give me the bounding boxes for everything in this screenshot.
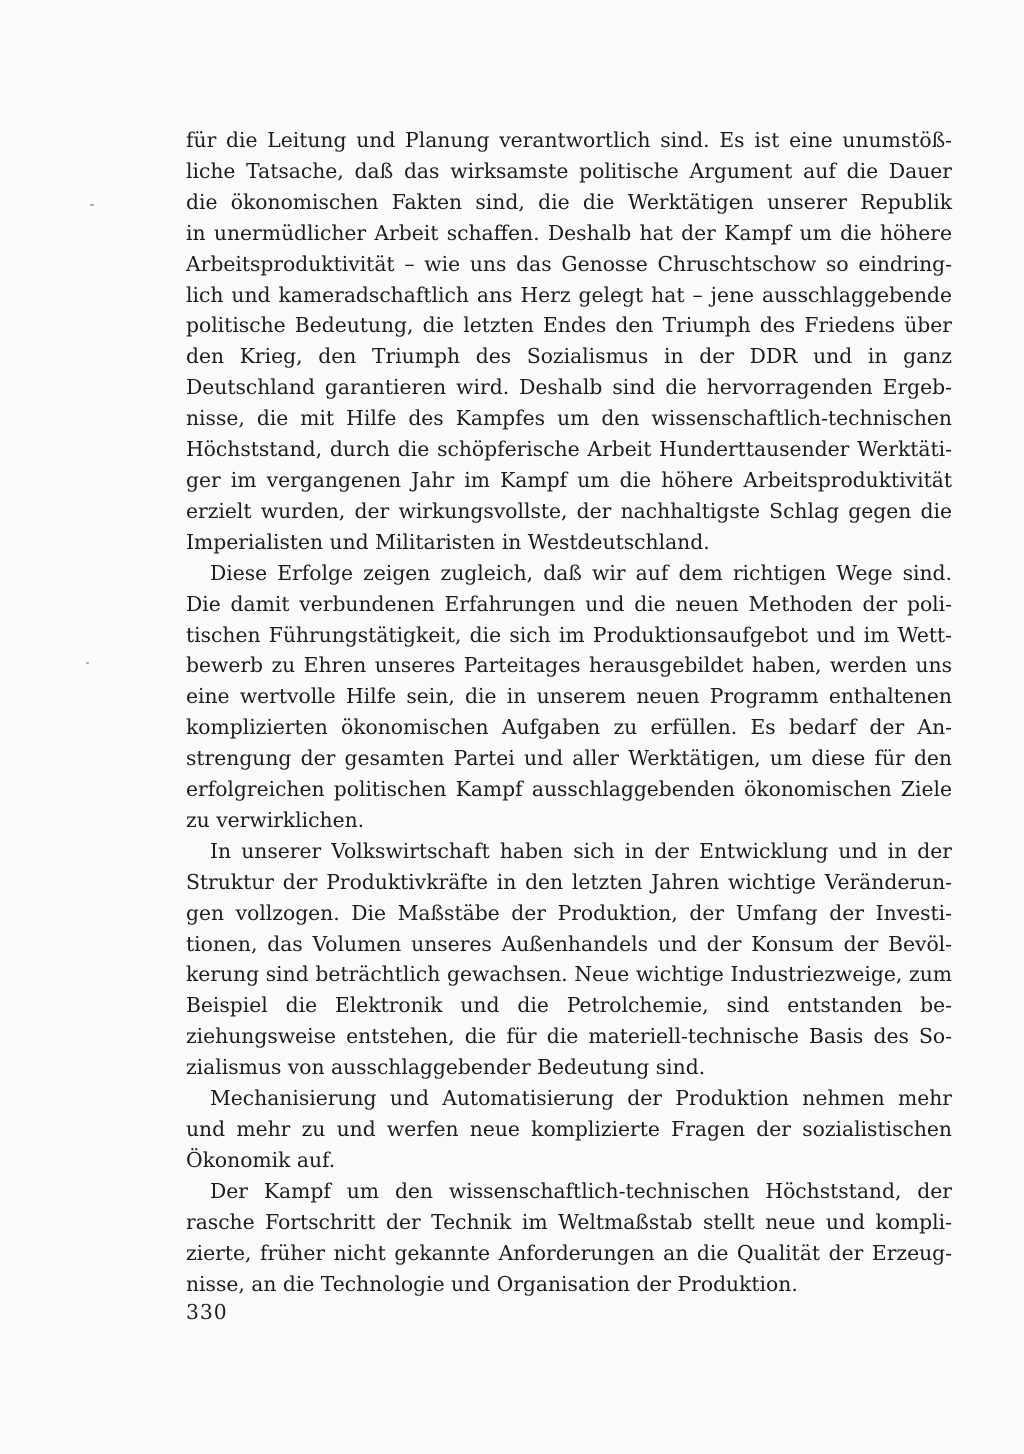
paragraph (186, 125, 952, 558)
text-line: tischen Führungstätigkeit, die sich im Produktionsaufgebot und im Wett- (186, 622, 952, 647)
text-line: liche Tatsache, daß das wirksamste politische Argument auf die Dauer (186, 158, 952, 183)
text-line: die ökonomischen Fakten sind, die die Werktätigen unserer Republik (186, 189, 952, 214)
text-line: Imperialisten und Militaristen in Westdeutschland. (186, 529, 710, 554)
text-line: tionen, das Volumen unseres Außenhandels und der Konsum der Bevöl- (186, 931, 952, 956)
text-line: gen vollzogen. Die Maßstäbe der Produktion, der Umfang der Investi- (186, 900, 952, 925)
text-line: Mechanisierung und Automatisierung der Produktion nehmen mehr (210, 1086, 952, 1111)
text-line: Arbeitsproduktivität – wie uns das Genosse Chruschtschow so eindring- (186, 251, 952, 276)
text-line: nisse, an die Technologie und Organisation der Produktion. (186, 1271, 798, 1296)
text-line: erzielt wurden, der wirkungsvollste, der nachhaltigste Schlag gegen die (186, 498, 952, 523)
text-line: strengung der gesamten Partei und aller Werktätigen, um diese für den (186, 746, 952, 771)
body-text (186, 125, 952, 1299)
text-line: ger im vergangenen Jahr im Kampf um die höhere Arbeitsproduktivität (186, 467, 952, 492)
text-line: erfolgreichen politischen Kampf ausschlaggebenden ökonomischen Ziele (186, 777, 952, 802)
text-line: eine wertvolle Hilfe sein, die in unserem neuen Programm enthaltenen (186, 684, 952, 709)
text-line: Höchststand, durch die schöpferische Arbeit Hunderttausender Werktäti- (186, 437, 952, 462)
text-line: nisse, die mit Hilfe des Kampfes um den wissenschaftlich-technischen (186, 406, 952, 431)
text-line: Ökonomik auf. (186, 1147, 336, 1172)
text-line: ziehungsweise entstehen, die für die materiell-technische Basis des So- (186, 1024, 952, 1049)
text-line: rasche Fortschritt der Technik im Weltmaßstab stellt neue und kompli- (186, 1209, 952, 1234)
text-line: komplizierten ökonomischen Aufgaben zu erfüllen. Es bedarf der An- (186, 715, 952, 740)
text-line: den Krieg, den Triumph des Sozialismus in der DDR und in ganz (186, 344, 952, 369)
text-line: Der Kampf um den wissenschaftlich-technischen Höchststand, der (210, 1178, 952, 1203)
text-line: in unermüdlicher Arbeit schaffen. Deshalb hat der Kampf um die höhere (186, 220, 952, 245)
page-number: 330 (186, 1300, 228, 1324)
text-line: zu verwirklichen. (186, 807, 365, 832)
text-line: Diese Erfolge zeigen zugleich, daß wir auf dem richtigen Wege sind. (210, 560, 952, 585)
text-line: kerung sind beträchtlich gewachsen. Neue wichtige Industriezweige, zum (186, 962, 952, 987)
text-line: zierte, früher nicht gekannte Anforderungen an die Qualität der Erzeug- (186, 1240, 952, 1265)
text-line: In unserer Volkswirtschaft haben sich in der Entwicklung und in der (210, 838, 952, 863)
text-line: Die damit verbundenen Erfahrungen und die neuen Methoden der poli- (186, 591, 952, 616)
text-line: bewerb zu Ehren unseres Parteitages herausgebildet haben, werden uns (186, 653, 952, 678)
text-line: Beispiel die Elektronik und die Petrolchemie, sind entstanden be- (186, 993, 952, 1018)
text-line: und mehr zu und werfen neue komplizierte Fragen der sozialistischen (186, 1117, 952, 1141)
text-line: Deutschland garantieren wird. Deshalb sind die hervorragenden Ergeb- (186, 375, 952, 400)
text-line: für die Leitung und Planung verantwortlich sind. Es ist eine unumstöß- (186, 128, 952, 152)
text-line: Struktur der Produktivkräfte in den letzten Jahren wichtige Veränderun- (186, 869, 952, 894)
paragraph (186, 558, 952, 836)
scan-speck (90, 204, 94, 206)
text-line: zialismus von ausschlaggebender Bedeutung sind. (186, 1055, 706, 1080)
scan-speck (86, 662, 89, 664)
paragraph (186, 1176, 952, 1300)
text-line: politische Bedeutung, die letzten Endes den Triumph des Friedens über (186, 313, 952, 338)
paragraph (186, 836, 952, 1083)
paragraph (186, 1083, 952, 1176)
text-line: lich und kameradschaftlich ans Herz gelegt hat – jene ausschlaggebende (186, 282, 952, 307)
